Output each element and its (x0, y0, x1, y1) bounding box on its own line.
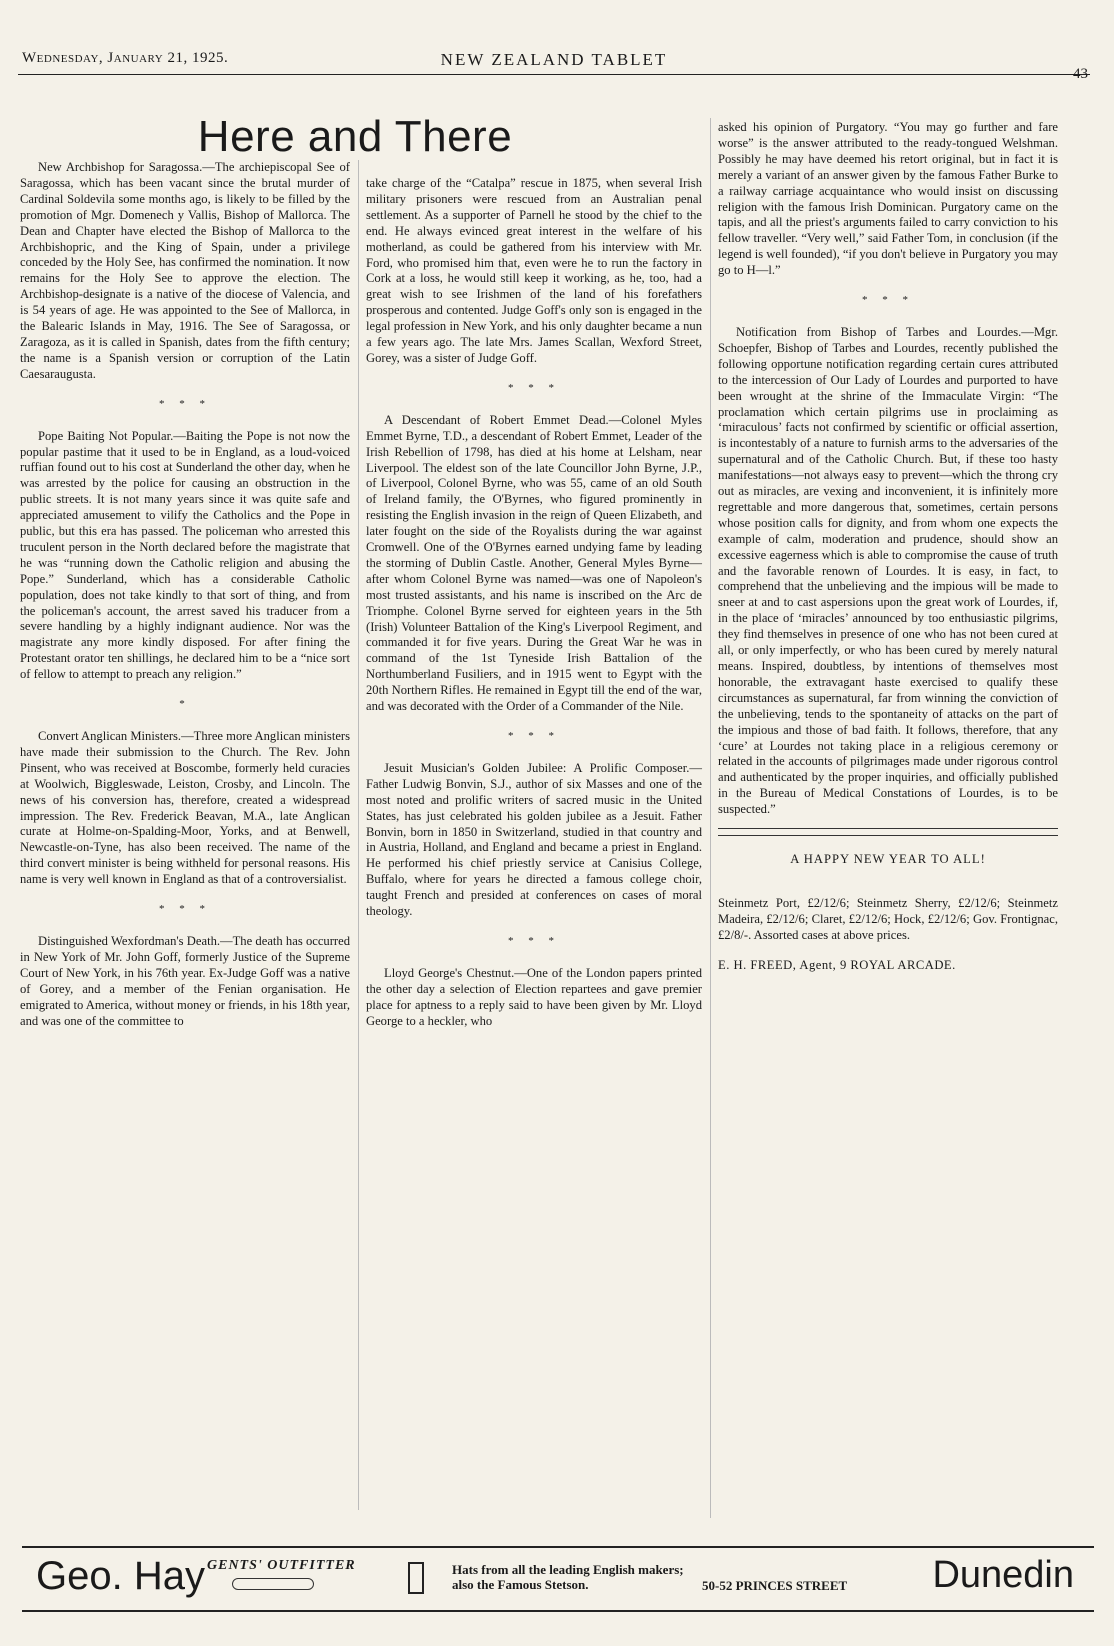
ad-wine-prices: Steinmetz Port, £2/12/6; Steinmetz Sherry, £2/12/6; Steinmetz Madeira, £2/12/6; Claret, £2/12/6; Hock, £2/12/6; Gov. Frontignac, £2/8/-. Assorted cases at above prices. (718, 895, 1058, 942)
geo-hay-advertisement (22, 1546, 1094, 1612)
column-1 (20, 160, 350, 1029)
page-number: 43 (1073, 66, 1088, 82)
ad-agent: E. H. FREED, Agent, 9 ROYAL ARCADE. (718, 957, 956, 972)
street-address: 50-52 PRINCES STREET (702, 1578, 848, 1593)
article-convert-ministers: Convert Anglican Ministers.—Three more Anglican ministers have made their submission to the Church. The Rev. John Pinsent, who was received at Boscombe, formerly held curacies at Woolwich, Biggleswade, Leiston, Crosby, and Lincoln. The news of his conversion has, therefore, created a widespread impression. The Rev. Frederick Beavan, M.A., late Anglican curate at Holme-on-Spalding-Moor, Yorks, and at Benwell, Newcastle-on-Tyne, has also been received. The name of the third convert minister is being withheld for personal reasons. His name is very well known in England as that of a controversialist. (20, 729, 350, 887)
section-separator: * * * (159, 903, 211, 916)
page-header (18, 46, 1090, 82)
advertiser-name: Geo. Hay (36, 1554, 205, 1598)
section-separator: * * * (862, 294, 914, 307)
column-2 (366, 176, 702, 1030)
section-separator: * * * (159, 397, 211, 410)
column-3 (718, 120, 1058, 974)
section-separator: * (179, 698, 191, 711)
column-divider (358, 160, 359, 1510)
article-emmet-descendant: A Descendant of Robert Emmet Dead.—Colonel Myles Emmet Byrne, T.D., a descendant of Robert Emmet, Leader of the Irish Rebellion of 1798, has died at his home at Lelsham, near Liverpool. The eldest son of the late Councillor John Byrne, J.P., of Liverpool, Colonel Byrne, who was 55, came of an old South of Ireland family, the O'Byrnes, who figured prominently in resisting the English invasion in the reign of Queen Elizabeth, and later fought on the side of the Royalists during the war against Cromwell. One of the O'Byrnes earned undying fame by leading the storming of Dublin Castle. Another, General Myles Byrne—after whom Colonel Byrne was named—was one of Napoleon's most trusted assistants, and his name is inscribed on the Arc de Triomphe. Colonel Byrne served for eighteen years in the 5th (Irish) Volunteer Battalion of the King's Liverpool Regiment, and commanded it for five years. During the Great War he was in command of the 1st Tyneside Irish Battalion of the Northumberland Fusiliers, and in 1915 went to Egypt with the 20th Northern Rifles. He remained in Egypt till the end of the war, and was decorated with the Order of a Commander of the Nile. (366, 412, 702, 714)
decorative-flourish-icon (232, 1578, 314, 1590)
article-lloyd-george-continued: asked his opinion of Purgatory. “You may go further and fare worse” is the answer attributed to the ready-tongued Welshman. Possibly he may have deemed his retort original, but in fact it is merely a variant of an answer given by the famous Father Burke to a railway carriage acquaintance who would insist on discussing religion with the famous Irish Dominican. Purgatory came on the tapis, and all the priest's arguments failed to carry conviction to his fellow traveller. “Very well,” said Father Tom, in conclusion (if the legend is well founded), “if you don't believe in Purgatory you may go to H—l.” (718, 120, 1058, 278)
issue-date: Wednesday, January 21, 1925. (22, 50, 229, 66)
section-separator: * * * (508, 934, 560, 947)
hats-text (452, 1562, 684, 1592)
ad-rule-top-2 (718, 835, 1058, 836)
article-pope-baiting: Pope Baiting Not Popular.—Baiting the Pope is not now the popular pastime that it used to be in England, as a loud-voiced ruffian found out to his cost at Sunderland the other day, when he was arrested by the police for causing an obstruction in the public streets. It is not many years since it was quite safe and appreciated amusement to vilify the Catholics and the Pope in public, but this era has passed. The policeman who arrested this truculent person in the North declared before the magistrate that he was “running down the Catholic religion and abusing the Pope.” Sunderland, which has a considerable Catholic population, does not take kindly to that sort of thing, and from the policeman's account, the arrest saved his traducer from a severe handling by a highly indignant audience. Nor was the magistrate any more kindly disposed. For after fining the Protestant orator ten shillings, he declared him to be a “nice sort of fellow to attempt to preach any religion.” (20, 428, 350, 682)
section-separator: * * * (508, 381, 560, 394)
newspaper-name: NEW ZEALAND TABLET (440, 50, 668, 69)
city-name: Dunedin (932, 1554, 1074, 1596)
article-jesuit-musician: Jesuit Musician's Golden Jubilee: A Prolific Composer.—Father Ludwig Bonvin, S.J., author of six Masses and one of the most noted and prolific writers of sacred music in the United States, has just celebrated his golden jubilee as a Jesuit. Father Bonvin, born in 1850 in Switzerland, studied in that country and in Austria, Holland, and England and became a priest in England. He performed his chief priestly service at Canisius College, Buffalo, where for years he directed a famous college choir, taught French and presided at conferences on cases of moral theology. (366, 760, 702, 919)
page-title: Here and There (197, 112, 513, 161)
advertiser-trade: GENTS' OUTFITTER (207, 1558, 356, 1573)
hat-box-icon (408, 1562, 424, 1594)
hats-line-1: Hats from all the leading English makers; (452, 1562, 684, 1577)
hats-line-2: also the Famous Stetson. (452, 1577, 589, 1592)
section-separator: * * * (508, 730, 560, 742)
article-wexfordman-death: Distinguished Wexfordman's Death.—The death has occurred in New York of Mr. John Goff, formerly Justice of the Supreme Court of New York, in his 76th year. Ex-Judge Goff was a native of Gorey, and a member of the Fenian organisation. He emigrated to America, without money or friends, in his 18th year, and was one of the committee to (20, 933, 351, 1028)
ad-title: A HAPPY NEW YEAR TO ALL! (790, 852, 986, 867)
article-saragossa: New Archbishop for Saragossa.—The archiepiscopal See of Saragossa, which has been vacant since the brutal murder of Cardinal Soldevila some months ago, is likely to be filled by the promotion of Mgr. Domenech y Vallis, Bishop of Mallorca. The Dean and Chapter have elected the Bishop of Mallorca to the Archbishopric, and the King of Spain, under a privilege conceded by the Holy See, has confirmed the nomination. It now remains for the Holy See to approve the election. The Archbishop-designate is a native of the diocese of Valencia, and is 54 years of age. He was appointed to the See of Mallorca, in the Balearic Islands in May, 1916. The See of Saragossa, or Zaragoza, as it is called in Spanish, dates from the fifth century; the name is a Spanish version or corruption of the Latin Caesaraugusta. (20, 160, 350, 381)
ad-rule-top (718, 828, 1058, 829)
article-wexfordman-continued: take charge of the “Catalpa” rescue in 1875, when several Irish military prisoners were rescued from an Australian penal settlement. As a supporter of Parnell he stood by the chief to the end. He always evinced great interest in the welfare of his motherland, as could be gathered from his interview with Mr. Ford, who promised him that, even were he to run the factory in Cork at a loss, he would still keep it working, as he, too, had a great wish to see Irishmen of the land of his forefathers prosperous and contented. Judge Goff's only son is engaged in the legal profession in New York, and his only daughter became a nun a few years ago. The late Mrs. James Scallan, Wexford Street, Gorey, was a sister of Judge Goff. (366, 176, 702, 365)
article-lourdes-notification: Notification from Bishop of Tarbes and Lourdes.—Mgr. Schoepfer, Bishop of Tarbes and Lourdes, recently published the following opportune notification regarding certain cures attributed to the intercession of Our Lady of Lourdes and purported to have been wrought at the shrine of the Immaculate Virgin: “The proclamation which certain pilgrims use in proclaiming as ‘miraculous’ facts not confirmed by scientific or official assertion, is incontestably of a nature to furnish arms to the adversaries of the supernatural and of the Catholic Church. But, if these too hasty manifestations—not always easy to prevent—which the throng cry out as miracles, are vexing and inconvenient, it is infinitely more regrettable and more dangerous that, sometimes, certain persons whose position calls for dignity, and from whom one expects the example of calm, moderation and prudence, should show an excessive eagerness which is able to compromise the cause of truth and the favorable renown of Lourdes. It is easy, in fact, to comprehend that the unbelieving and the impious will be made to sneer at and to cast aspersions upon the great work of Lourdes, if, in the place of ‘miracles’ announced by too enthusiastic pilgrims, they find themselves in presence of one who has not been cured at all, or only imperfectly, or who has been cured by merely natural means. Inspired, doubtless, by intentions of themselves most honorable, the extravagant haste exercised to qualify these circumstances as supernatural, far from winning the conviction of the unbelieving, tends to the spontaneity of attacks on the part of the impious and those of bad faith. It follows, therefore, that any ‘cure’ at Lourdes not taking place in a religious ceremony or related in the accounts of pilgrimages made under rigorous control and authenticated by the proper inquiries, and officially published in the Bureau of Medical Constations of Lourdes, is to be suspected.” (718, 324, 1058, 817)
article-lloyd-george: Lloyd George's Chestnut.—One of the London papers printed the other day a selection of Election repartees and gave premier place for aptness to a reply said to have been given by Mr. Lloyd George to a heckler, who (366, 965, 702, 1028)
column-divider (710, 118, 711, 1518)
